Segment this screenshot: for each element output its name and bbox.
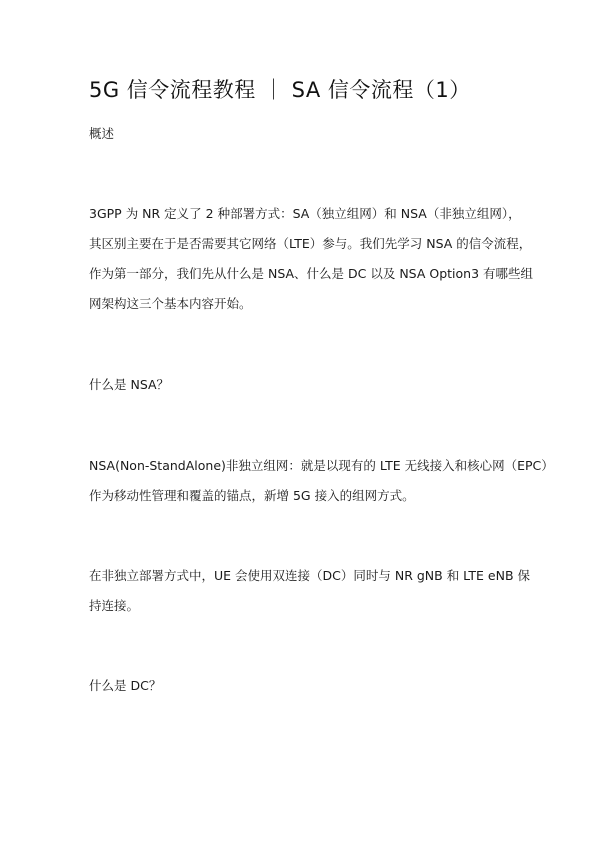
what-is-dc-heading: 什么是 DC？	[89, 678, 162, 693]
paragraph-line: NSA(Non-StandAlone)非独立组网：就是以现有的 LTE 无线接入和核心网（EPC）	[89, 458, 554, 473]
paragraph-line: 其区别主要在于是否需要其它网络（LTE）参与。我们先学习 NSA 的信令流程，	[89, 236, 532, 251]
nsa-definition-paragraph	[89, 451, 554, 511]
overview-heading: 概述	[89, 126, 115, 141]
dc-paragraph	[89, 561, 531, 621]
paragraph-line: 在非独立部署方式中，UE 会使用双连接（DC）同时与 NR gNB 和 LTE eNB 保	[89, 568, 531, 583]
what-is-nsa-heading: 什么是 NSA？	[89, 377, 170, 392]
paragraph-line: 作为第一部分，我们先从什么是 NSA、什么是 DC 以及 NSA Option3 有哪些组	[89, 266, 534, 281]
paragraph-line: 持连接。	[89, 598, 140, 613]
paragraph-line: 作为移动性管理和覆盖的锚点，新增 5G 接入的组网方式。	[89, 488, 415, 503]
paragraph-line: 网架构这三个基本内容开始。	[89, 296, 252, 311]
intro-paragraph	[89, 199, 534, 319]
paragraph-line: 3GPP 为 NR 定义了 2 种部署方式：SA（独立组网）和 NSA（非独立组网），	[89, 206, 521, 221]
document-title: 5G 信令流程教程 ｜ SA 信令流程（1）	[89, 78, 471, 102]
